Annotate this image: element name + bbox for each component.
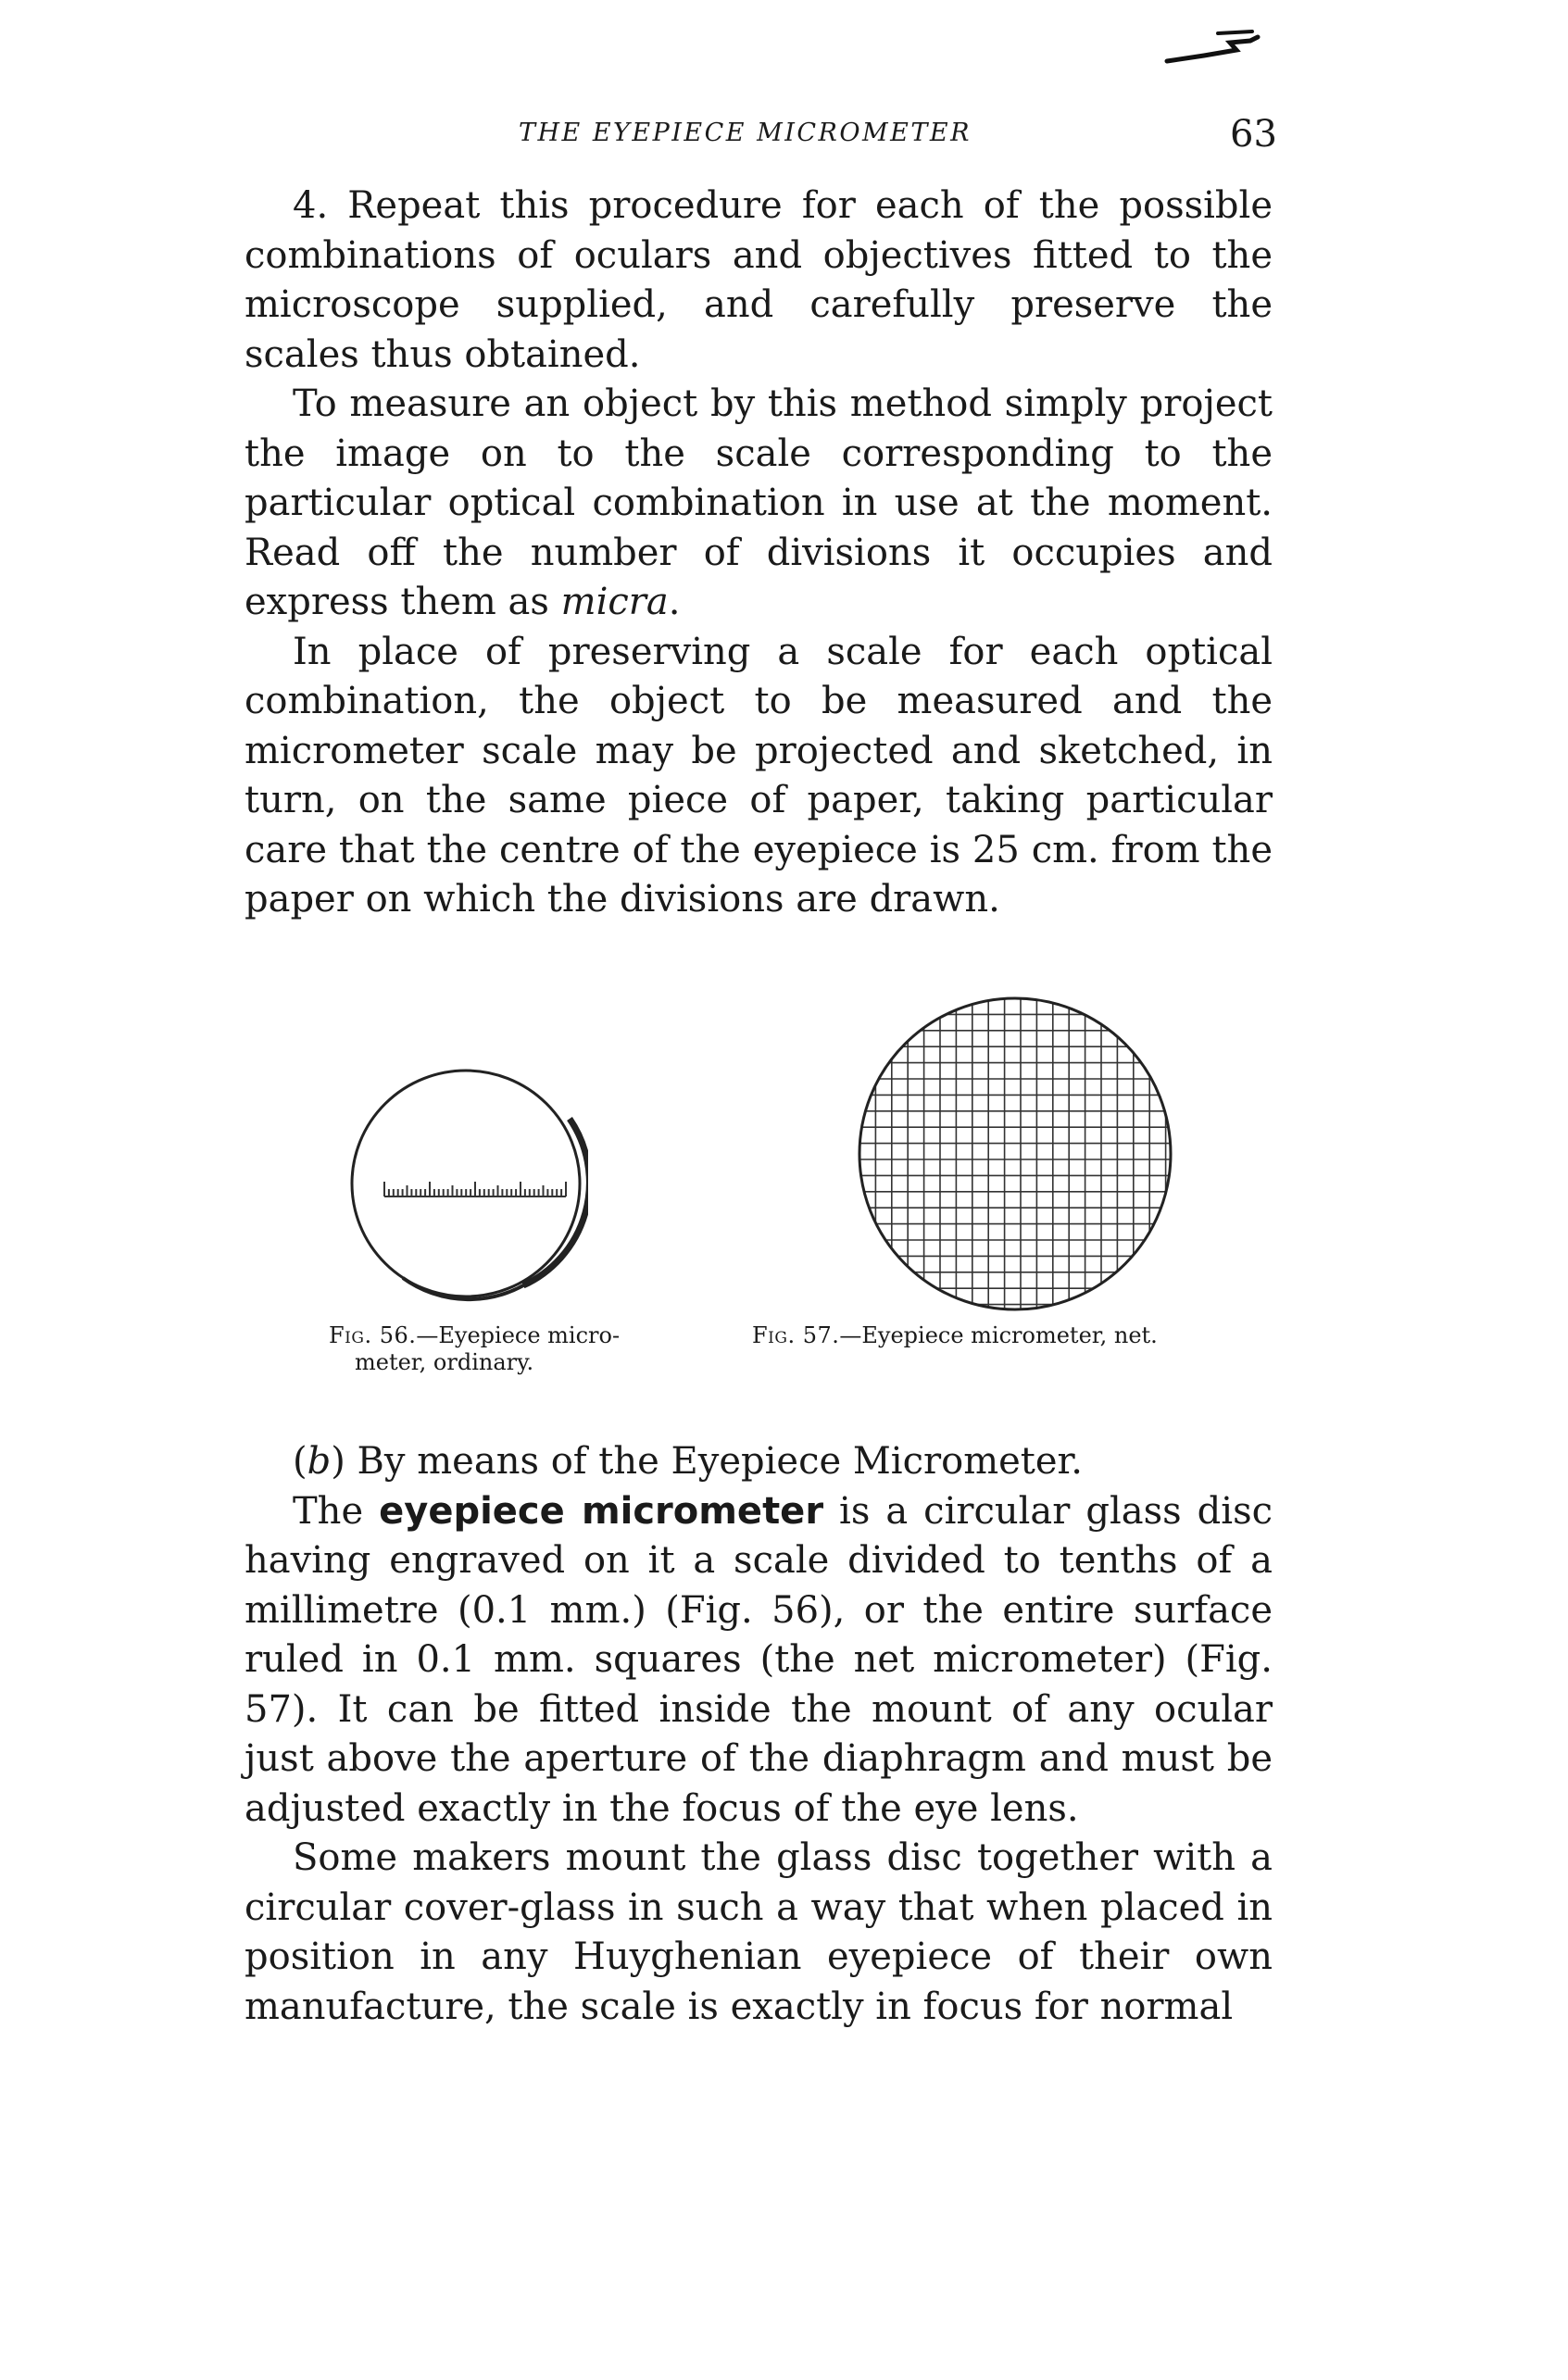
fig-57-label: Fig. 57. <box>752 1322 840 1348</box>
running-title: THE EYEPIECE MICROMETER <box>519 119 972 147</box>
paragraph-place-of-preserving: In place of preserving a scale for each optical combination, the object to be measured and the micrometer scale may be projected and sketched, in turn, on the same piece of paper, taking particular care that the centre of the eyepiece is 25 cm. from the paper on which the divisions are drawn. <box>245 630 1273 921</box>
paragraph-subheading-b: (b) By means of the Eyepiece Micrometer. <box>293 1440 1083 1483</box>
caption-fig-56: Fig. 56.—Eyepiece micro- meter, ordinary. <box>329 1322 621 1375</box>
italic-micra: micra <box>560 581 669 623</box>
caption-fig-57: Fig. 57.—Eyepiece micrometer, net. <box>752 1322 1158 1348</box>
paragraph-repeat-procedure: 4. Repeat this procedure for each of the possible combinations of oculars and objectives fitted to the microscope supplied, and carefully preserve the scales thus obtained. <box>245 184 1273 376</box>
paragraph-measure-object: To measure an object by this method simply project the image on to the scale corresponding to the particular optical combination in use at the moment. Read off the number of divisions it occupies and express them as micra. <box>245 382 1273 623</box>
page-header <box>0 113 1568 159</box>
micrometer-scale <box>384 1182 566 1196</box>
net-grid <box>847 986 1190 1329</box>
printer-mark <box>1148 17 1278 72</box>
figure-57-net-micrometer <box>847 986 1190 1329</box>
paragraph-some-makers: Some makers mount the glass disc together with a circular cover-glass in such a way that when placed in position in any Huyghenian eyepiece of their own manufacture, the scale is exactly in focus for normal <box>245 1836 1273 2028</box>
text-block-bottom <box>245 1437 1273 2032</box>
fig-56-label: Fig. 56. <box>329 1322 417 1348</box>
paragraph-eyepiece-micrometer: The eyepiece micrometer is a circular glass disc having engraved on it a scale divided to tenths of a millimetre (0.1 mm.) (Fig. 56), or the entire surface ruled in 0.1 mm. squares (the net micrometer) (Fig. 57). It can be fitted inside the mount of any ocular just above the aperture of the diaphragm and must be adjusted exactly in the focus of the eye lens. <box>245 1489 1273 1830</box>
term-eyepiece-micrometer: eyepiece micrometer <box>379 1489 824 1533</box>
text-block-top <box>245 182 1273 925</box>
page-number: 63 <box>1230 113 1277 156</box>
figure-56-ordinary-micrometer <box>347 1065 588 1315</box>
